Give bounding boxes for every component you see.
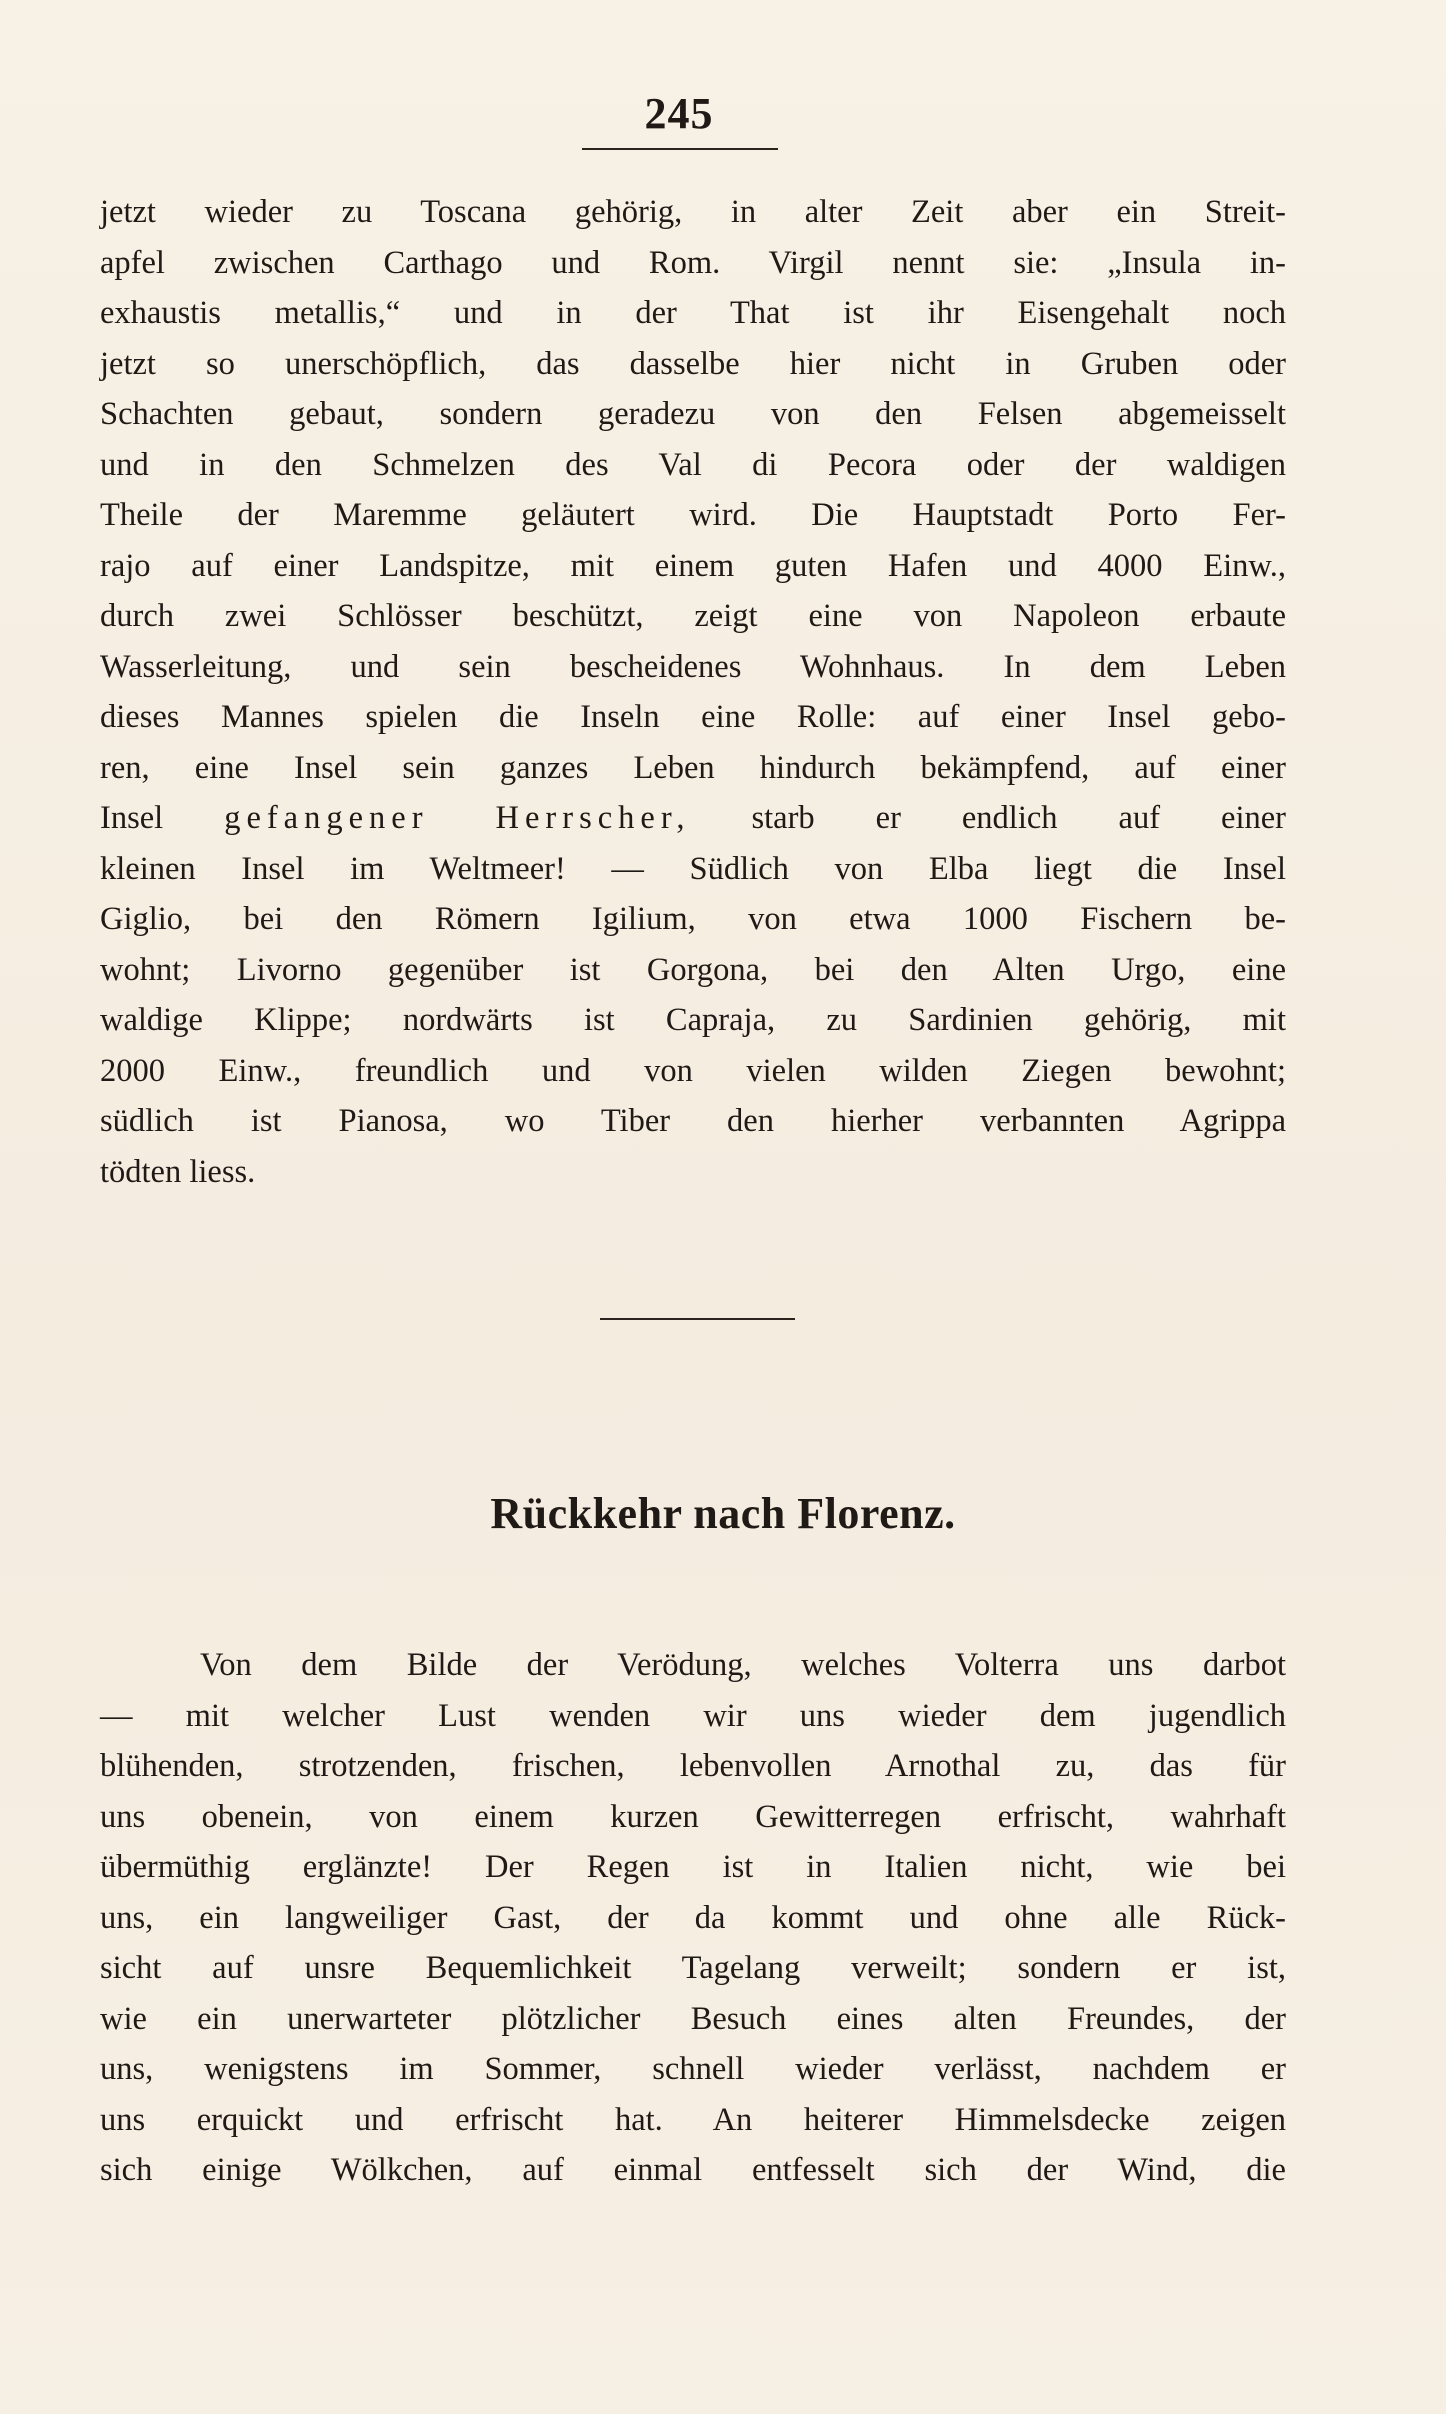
text-line: übermüthig erglänzte! Der Regen ist in Italien nicht, wie bei xyxy=(100,1849,1286,1885)
text-line: südlich ist Pianosa, wo Tiber den hierher verbannten Agrippa xyxy=(100,1103,1286,1139)
text-line: jetzt so unerschöpflich, das dasselbe hier nicht in Gruben oder xyxy=(100,345,1286,382)
text-line: — mit welcher Lust wenden wir uns wieder dem jugendlich xyxy=(100,1697,1286,1734)
text-line: uns erquickt und erfrischt hat. An heiterer Himmelsdecke zeigen xyxy=(100,2101,1286,2138)
text-line: uns obenein, von einem kurzen Gewitterregen erfrischt, wahrhaft xyxy=(100,1798,1286,1835)
text-line: Giglio, bei den Römern Igilium, von etwa 1000 Fischern be- xyxy=(100,901,1286,937)
header-rule xyxy=(582,148,778,150)
text-line: wie ein unerwarteter plötzlicher Besuch eines alten Freundes, der xyxy=(100,2000,1286,2037)
paragraph-elba xyxy=(100,187,1286,1197)
text-line: Wasserleitung, und sein bescheidenes Wohnhaus. In dem Leben xyxy=(100,648,1286,685)
text-line: kleinen Insel im Weltmeer! — Südlich von Elba liegt die Insel xyxy=(100,850,1286,887)
line-prefix: Insel xyxy=(100,800,225,836)
text-line: uns, wenigstens im Sommer, schnell wieder verlässt, nachdem er xyxy=(100,2051,1286,2087)
text-line: rajo auf einer Landspitze, mit einem guten Hafen und 4000 Einw., xyxy=(100,547,1286,584)
text-line: sicht auf unsre Bequemlichkeit Tagelang verweilt; sondern er ist, xyxy=(100,1950,1286,1986)
text-line: jetzt wieder zu Toscana gehörig, in alter Zeit aber ein Streit- xyxy=(100,194,1286,230)
text-line: Schachten gebaut, sondern geradezu von den Felsen abgemeisselt xyxy=(100,396,1286,432)
text-line: tödten liess. xyxy=(100,1153,256,1190)
text-line: durch zwei Schlösser beschützt, zeigt eine von Napoleon erbaute xyxy=(100,598,1286,634)
text-line: dieses Mannes spielen die Inseln eine Rolle: auf einer Insel gebo- xyxy=(100,699,1286,735)
spaced-emphasis: gefangener Herrscher, xyxy=(224,800,691,836)
text-line: uns, ein langweiliger Gast, der da kommt und ohne alle Rück- xyxy=(100,1899,1286,1936)
text-line: ren, eine Insel sein ganzes Leben hindurch bekämpfend, auf einer xyxy=(100,749,1286,786)
text-line: blühenden, strotzenden, frischen, lebenvollen Arnothal zu, das für xyxy=(100,1748,1286,1784)
text-line: 2000 Einw., freundlich und von vielen wilden Ziegen bewohnt; xyxy=(100,1052,1286,1089)
section-title: Rückkehr nach Florenz. xyxy=(490,1489,956,1538)
text-line: exhaustis metallis,“ und in der That ist ihr Eisengehalt noch xyxy=(100,295,1286,331)
text-line: Von dem Bilde der Verödung, welches Volterra uns darbot xyxy=(200,1647,1286,1683)
text-line: sich einige Wölkchen, auf einmal entfesselt sich der Wind, die xyxy=(100,2152,1286,2188)
line-suffix: starb er endlich auf einer xyxy=(690,800,1286,836)
text-line: waldige Klippe; nordwärts ist Capraja, zu Sardinien gehörig, mit xyxy=(100,1002,1286,1038)
text-line: apfel zwischen Carthago und Rom. Virgil nennt sie: „Insula in- xyxy=(100,244,1286,281)
text-line: Theile der Maremme geläutert wird. Die Hauptstadt Porto Fer- xyxy=(100,497,1286,533)
section-divider xyxy=(600,1318,795,1320)
text-line: und in den Schmelzen des Val di Pecora oder der waldigen xyxy=(100,446,1286,483)
text-line: wohnt; Livorno gegenüber ist Gorgona, bei den Alten Urgo, eine xyxy=(100,951,1286,988)
paragraph-florenz xyxy=(100,1640,1286,2196)
text-line-spaced xyxy=(100,793,1286,844)
page-number: 245 xyxy=(644,89,714,138)
